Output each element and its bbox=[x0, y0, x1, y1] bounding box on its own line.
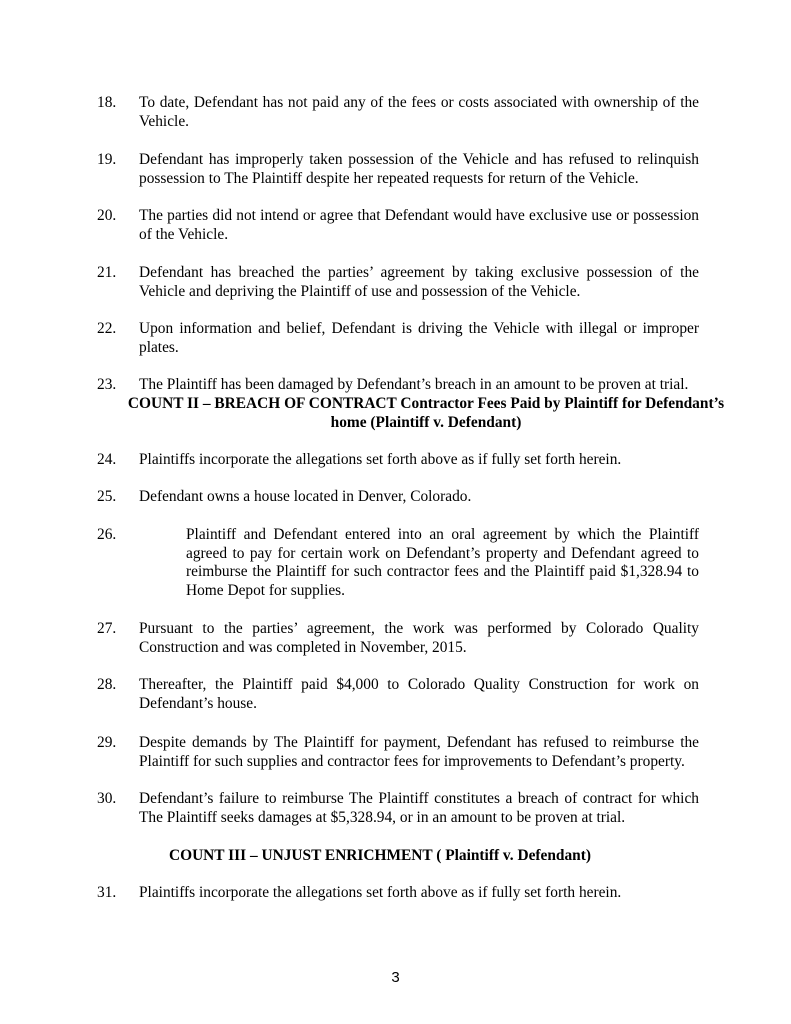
paragraph-text: The Plaintiff has been damaged by Defendant’s breach in an amount to be proven at trial. bbox=[139, 376, 689, 393]
paragraph-25 bbox=[97, 488, 699, 507]
paragraph-number: 29. bbox=[97, 734, 117, 751]
paragraph-19 bbox=[97, 151, 699, 188]
paragraph-number: 22. bbox=[97, 320, 117, 337]
paragraph-text: Defendant’s failure to reimburse The Plaintiff constitutes a breach of contract for which The Plaintiff seeks damages at $5,328.94, or in an amount to be proven at trial. bbox=[139, 790, 699, 826]
count-2-heading-line-2: home (Plaintiff v. Defendant) bbox=[330, 413, 522, 431]
paragraph-18 bbox=[97, 94, 699, 131]
paragraph-number: 23. bbox=[97, 376, 117, 393]
paragraph-number: 19. bbox=[97, 151, 117, 168]
count-2-heading-line-1: COUNT II – BREACH OF CONTRACT Contractor Fees Paid by Plaintiff for Defendant’s bbox=[127, 395, 725, 412]
paragraph-text: Plaintiffs incorporate the allegations set forth above as if fully set forth herein. bbox=[139, 884, 622, 901]
paragraph-28 bbox=[97, 676, 699, 713]
page-number: 3 bbox=[391, 969, 400, 986]
paragraph-text: Pursuant to the parties’ agreement, the work was performed by Colorado Quality Construction and was completed in November, 2015. bbox=[139, 620, 699, 656]
paragraph-text: Thereafter, the Plaintiff paid $4,000 to Colorado Quality Construction for work on Defendant’s house. bbox=[139, 676, 699, 712]
paragraph-29 bbox=[97, 734, 699, 771]
paragraph-number: 27. bbox=[97, 620, 117, 637]
paragraph-text: Upon information and belief, Defendant is driving the Vehicle with illegal or improper plates. bbox=[139, 320, 699, 356]
paragraph-21 bbox=[97, 264, 699, 301]
paragraph-24 bbox=[97, 451, 699, 470]
paragraph-text: Defendant has breached the parties’ agreement by taking exclusive possession of the Vehicle and depriving the Plaintiff of use and possession of the Vehicle. bbox=[139, 264, 699, 300]
paragraph-30 bbox=[97, 790, 699, 827]
paragraph-number: 24. bbox=[97, 451, 117, 468]
paragraph-23 bbox=[97, 376, 699, 395]
paragraph-number: 25. bbox=[97, 488, 117, 505]
paragraph-26 bbox=[97, 526, 699, 600]
paragraph-text: Defendant has improperly taken possession of the Vehicle and has refused to relinquish possession to The Plaintiff despite her repeated requests for return of the Vehicle. bbox=[139, 151, 699, 187]
paragraph-text: To date, Defendant has not paid any of the fees or costs associated with ownership of the Vehicle. bbox=[139, 94, 699, 130]
paragraph-text: Defendant owns a house located in Denver, Colorado. bbox=[139, 488, 472, 505]
count-2-heading bbox=[97, 395, 755, 432]
paragraph-27 bbox=[97, 620, 699, 657]
paragraph-number: 20. bbox=[97, 207, 117, 224]
paragraph-number: 26. bbox=[97, 526, 117, 543]
paragraph-text: Plaintiffs incorporate the allegations set forth above as if fully set forth herein. bbox=[139, 451, 622, 468]
paragraph-text: The parties did not intend or agree that Defendant would have exclusive use or possession of the Vehicle. bbox=[139, 207, 699, 243]
paragraph-number: 30. bbox=[97, 790, 117, 807]
paragraph-text: Plaintiff and Defendant entered into an oral agreement by which the Plaintiff agreed to pay for certain work on Defendant’s property and Defendant agreed to reimburse the Plaintiff for such contractor fees and the Plaintiff paid $1,328.94 to Home Depot for supplies. bbox=[186, 526, 699, 599]
paragraph-22 bbox=[97, 320, 699, 357]
paragraph-number: 21. bbox=[97, 264, 117, 281]
paragraph-number: 31. bbox=[97, 884, 117, 901]
paragraph-text: Despite demands by The Plaintiff for payment, Defendant has refused to reimburse the Plaintiff for such supplies and contractor fees for improvements to Defendant’s property. bbox=[139, 734, 699, 770]
count-3-heading: COUNT III – UNJUST ENRICHMENT ( Plaintiff v. Defendant) bbox=[168, 847, 591, 864]
paragraph-20 bbox=[97, 207, 699, 244]
paragraph-number: 28. bbox=[97, 676, 117, 693]
paragraph-number: 18. bbox=[97, 94, 117, 111]
paragraph-31 bbox=[97, 884, 699, 903]
